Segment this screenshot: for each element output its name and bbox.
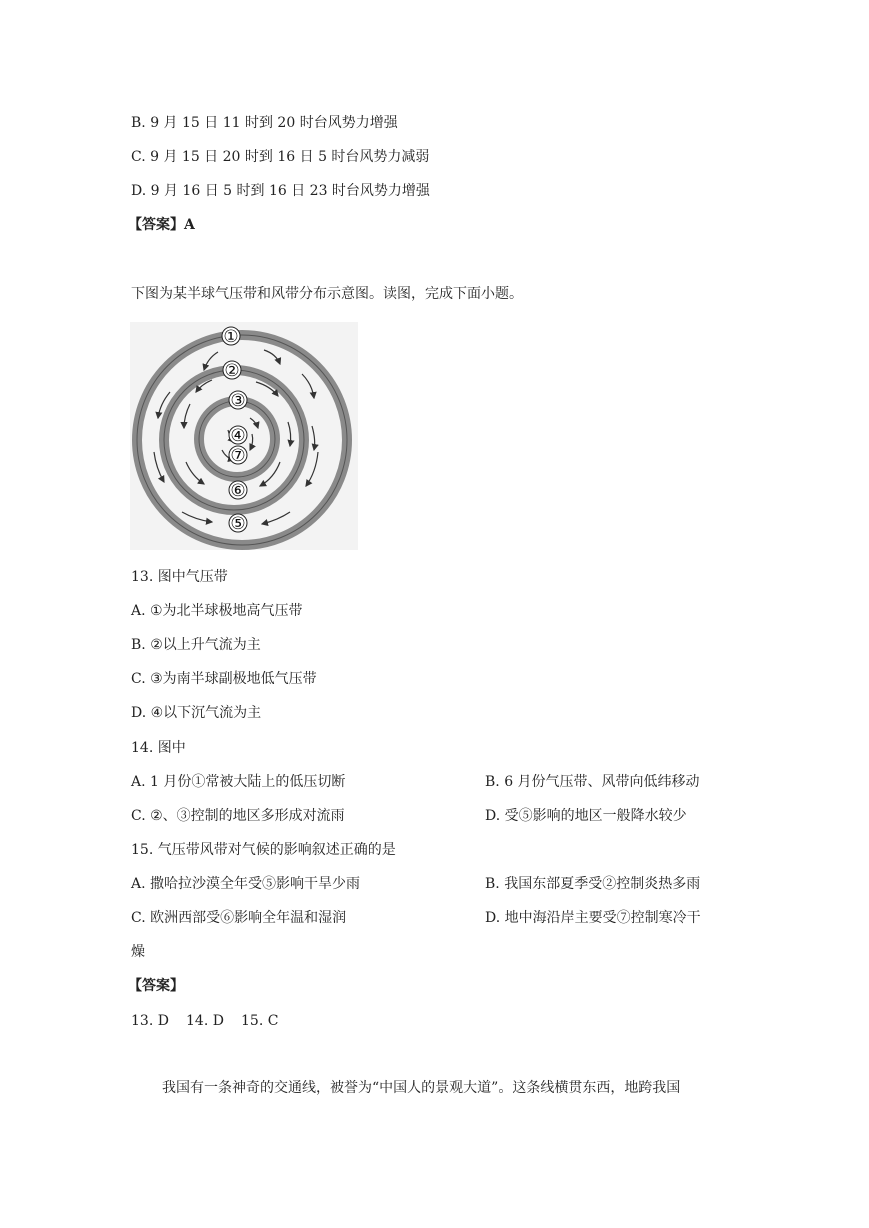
- q14-option-a: A. 1 月份①常被大陆上的低压切断: [131, 774, 346, 790]
- q13-option-b: B. ②以上升气流为主: [131, 637, 261, 653]
- next-paragraph: 我国有一条神奇的交通线，被誉为“中国人的景观大道”。这条线横贯东西，地跨我国: [162, 1080, 681, 1096]
- pressure-wind-belt-diagram: [130, 322, 358, 550]
- label-belt-5: ⑤: [230, 514, 246, 534]
- option-c-prev: C. 9 月 15 日 20 时到 16 日 5 时台风势力减弱: [131, 149, 430, 165]
- label-belt-4: ④: [230, 426, 246, 446]
- answer-list: [131, 1011, 278, 1031]
- answer-13: 13. D: [131, 1013, 169, 1029]
- q13-stem: 13. 图中气压带: [131, 569, 228, 585]
- q15-stem: 15. 气压带风带对气候的影响叙述正确的是: [131, 842, 396, 858]
- answer-value: A: [184, 217, 195, 233]
- label-belt-1: ①: [223, 327, 239, 347]
- answer-label-2: 【答案】: [128, 978, 184, 994]
- q15-option-d: D. 地中海沿岸主要受⑦控制寒冷干: [485, 910, 701, 926]
- answer-label: 【答案】: [128, 217, 184, 233]
- q14-option-d: D. 受⑤影响的地区一般降水较少: [485, 808, 687, 824]
- label-belt-7: ⑦: [230, 446, 246, 466]
- q13-option-c: C. ③为南半球副极地低气压带: [131, 671, 317, 687]
- q13-option-a: A. ①为北半球极地高气压带: [131, 603, 303, 619]
- q15-option-a: A. 撒哈拉沙漠全年受⑤影响干旱少雨: [131, 876, 361, 892]
- q14-option-b: B. 6 月份气压带、风带向低纬移动: [485, 774, 700, 790]
- answer-block-1: [128, 215, 195, 235]
- label-belt-6: ⑥: [230, 481, 246, 501]
- label-belt-2: ②: [224, 361, 240, 381]
- option-d-prev: D. 9 月 16 日 5 时到 16 日 23 时台风势力增强: [131, 183, 430, 199]
- q15-option-d-continued: 燥: [131, 944, 145, 960]
- option-b-prev: B. 9 月 15 日 11 时到 20 时台风势力增强: [131, 115, 398, 131]
- q14-option-c: C. ②、③控制的地区多形成对流雨: [131, 808, 345, 824]
- q13-option-d: D. ④以下沉气流为主: [131, 705, 262, 721]
- q15-option-c: C. 欧洲西部受⑥影响全年温和湿润: [131, 910, 347, 926]
- answer-14: 14. D: [186, 1013, 224, 1029]
- q15-option-b: B. 我国东部夏季受②控制炎热多雨: [485, 876, 701, 892]
- intro-text: 下图为某半球气压带和风带分布示意图。读图，完成下面小题。: [131, 286, 523, 302]
- q14-stem: 14. 图中: [131, 740, 186, 756]
- answer-15: 15. C: [241, 1013, 279, 1029]
- label-belt-3: ③: [230, 391, 246, 411]
